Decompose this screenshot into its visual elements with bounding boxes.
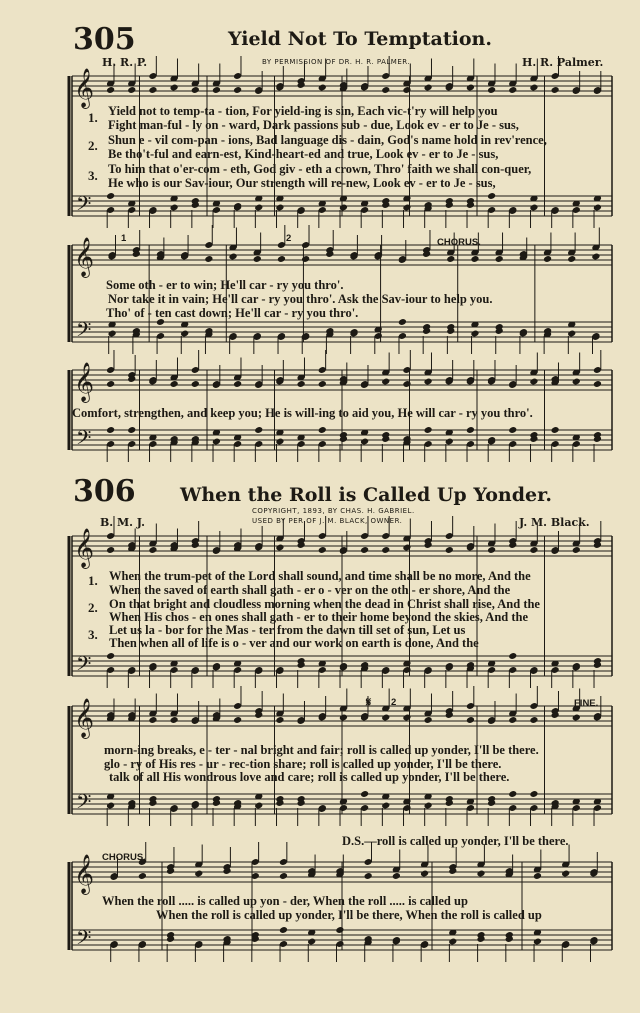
copyright-note: COPYRIGHT, 1893, BY CHAS. H. GABRIEL. <box>252 507 415 515</box>
note-head <box>466 84 475 92</box>
note-head <box>424 378 433 386</box>
verse-line: To him that o'er-com - eth, God giv - eth a crown, Thro' faith we shall con-quer, <box>108 162 532 176</box>
note-head <box>170 380 179 388</box>
note-head <box>253 255 262 263</box>
note-head <box>572 546 581 554</box>
note-head <box>487 546 496 554</box>
note-head <box>508 426 517 434</box>
verse-number: 3. <box>88 168 98 183</box>
note-head <box>402 714 411 722</box>
note-head <box>127 86 136 94</box>
note-head <box>381 378 390 386</box>
chorus-line: When the roll is called up yonder, I'll be there, When the roll is called up <box>156 908 542 922</box>
note-head <box>297 380 306 388</box>
bass-clef: 𝄢 <box>76 318 92 346</box>
note-head <box>543 255 552 263</box>
verse-number: 3. <box>88 627 98 642</box>
segno-sign: 𝄋 <box>366 695 372 709</box>
note-head <box>529 84 538 92</box>
note-head <box>424 716 433 724</box>
note-head <box>127 426 136 434</box>
words-credit: B. M. J. <box>100 516 145 529</box>
note-head <box>229 253 238 261</box>
note-head <box>106 86 115 94</box>
note-head <box>106 192 115 200</box>
note-head <box>106 652 115 660</box>
hymn-title: When the Roll is Called Up Yonder. <box>180 484 552 506</box>
bass-clef: 𝄢 <box>76 192 92 220</box>
words-credit: H. R. P. <box>102 56 148 69</box>
note-head <box>148 546 157 554</box>
usage-note: USED BY PER OF J. M. BLACK, OWNER. <box>252 517 403 525</box>
note-head <box>529 790 538 798</box>
chorus-line: When the roll ..... is called up yon - der, When the roll ..... is called up <box>102 894 468 908</box>
verse-line: Fight man-ful - ly on - ward, Dark passions sub - due, Look ev - er to Je - sus, <box>108 118 519 132</box>
verse-line: Let us la - bor for the Mas - ter from the dawn till set of sun, Let us <box>109 623 466 637</box>
note-head <box>420 870 429 878</box>
verse-line: He who is our Sav-iour, Our strength will re-new, Look ev - er to Je - sus, <box>108 176 496 190</box>
ending-2-label: 2 <box>391 697 397 708</box>
note-head <box>402 544 411 552</box>
note-head <box>360 546 369 554</box>
note-head <box>148 86 157 94</box>
note-head <box>508 716 517 724</box>
verse-line: Shun e - vil com-pan - ions, Bad language dis - dain, God's name hold in rev'rence, <box>108 133 547 147</box>
note-head <box>233 716 242 724</box>
permission-note: BY PERMISSION OF DR. H. R. PALMER. <box>262 58 411 66</box>
note-head <box>279 872 288 880</box>
note-head <box>318 84 327 92</box>
note-head <box>191 86 200 94</box>
verse-line: glo - ry of His res - ur - rec-tion share; roll is called up yonder, I'll be there. <box>104 757 502 771</box>
note-head <box>138 872 147 880</box>
note-head <box>424 84 433 92</box>
note-head <box>398 318 407 326</box>
note-head <box>212 86 221 94</box>
note-head <box>487 86 496 94</box>
note-head <box>277 255 286 263</box>
note-head <box>495 255 504 263</box>
treble-clef: 𝄞 <box>74 698 95 738</box>
bass-clef: 𝄢 <box>76 926 92 954</box>
verse-number: 2. <box>88 600 98 615</box>
verse-line: When the trum-pet of the Lord shall sound, and time shall be no more, And the <box>109 569 531 583</box>
treble-clef: 𝄞 <box>74 237 95 277</box>
note-head <box>466 426 475 434</box>
note-head <box>561 870 570 878</box>
note-head <box>279 926 288 934</box>
note-head <box>233 380 242 388</box>
note-head <box>487 192 496 200</box>
note-head <box>170 84 179 92</box>
note-head <box>335 926 344 934</box>
bass-clef: 𝄢 <box>76 426 92 454</box>
note-head <box>233 86 242 94</box>
note-head <box>529 716 538 724</box>
note-head <box>508 652 517 660</box>
treble-clef: 𝄞 <box>74 854 95 894</box>
verse-line: Some oth - er to win; He'll car - ry you thro'. <box>106 278 344 292</box>
note-head <box>275 544 284 552</box>
note-head <box>381 546 390 554</box>
verse-line: Nor take it in vain; He'll car - ry you thro'. Ask the Sav-iour to help you. <box>108 292 493 306</box>
note-head <box>106 380 115 388</box>
chorus-label: CHORUS. <box>437 237 481 248</box>
note-head <box>445 546 454 554</box>
note-head <box>364 872 373 880</box>
note-head <box>529 546 538 554</box>
note-head <box>402 86 411 94</box>
bass-clef: 𝄢 <box>76 652 92 680</box>
ending-1-label: 1 <box>121 233 127 244</box>
note-head <box>567 255 576 263</box>
chorus-label: CHORUS. <box>102 852 146 863</box>
treble-clef: 𝄞 <box>74 528 95 568</box>
note-head <box>533 872 542 880</box>
note-head <box>402 380 411 388</box>
verse-number: 2. <box>88 138 98 153</box>
verse-line: When His chos - en ones shall gath - er to their home beyond the skies, And the <box>109 610 529 624</box>
note-head <box>339 714 348 722</box>
note-head <box>476 870 485 878</box>
verse-line: On that bright and cloudless morning when the dead in Christ shall rise, And the <box>109 597 540 611</box>
verse-line: morn-ing breaks, e - ter - nal bright and fair; roll is called up yonder, I'll be there. <box>104 743 539 757</box>
note-head <box>318 426 327 434</box>
verse-line: Be tho't-ful and earn-est, Kind-heart-ed and true, Look ev - er to Je - sus, <box>108 147 499 161</box>
note-head <box>466 716 475 724</box>
note-head <box>381 714 390 722</box>
note-head <box>106 546 115 554</box>
ds-direction: D.S.—roll is called up yonder, I'll be there. <box>342 834 569 848</box>
note-head <box>360 790 369 798</box>
treble-clef: 𝄞 <box>74 68 95 108</box>
note-head <box>551 426 560 434</box>
verse-line: Yield not to temp-ta - tion, For yield-ing is sin, Each vic-t'ry will help you <box>108 104 498 118</box>
note-head <box>392 872 401 880</box>
note-head <box>106 426 115 434</box>
bass-clef: 𝄢 <box>76 790 92 818</box>
note-head <box>301 255 310 263</box>
note-head <box>508 86 517 94</box>
note-head <box>551 86 560 94</box>
verse-line: talk of all His wondrous love and care; roll is called up yonder, I'll be there. <box>109 770 510 784</box>
verse-number: 1. <box>88 573 98 588</box>
verse-line: Tho' of - ten cast down; He'll car - ry you thro'. <box>106 306 359 320</box>
verse-line: Then when all of life is o - ver and our work on earth is done, And the <box>109 636 479 650</box>
note-head <box>194 870 203 878</box>
note-head <box>148 716 157 724</box>
verse-line: Comfort, strengthen, and keep you; He is will-ing to aid you, He will car - ry you thro'. <box>72 406 533 420</box>
note-head <box>572 714 581 722</box>
note-head <box>191 380 200 388</box>
hymn-number: 306 <box>73 474 136 509</box>
fine-label: FINE. <box>574 698 599 709</box>
verse-line: When the saved of earth shall gath - er o - ver on the oth - er shore, And the <box>109 583 511 597</box>
treble-clef: 𝄞 <box>74 362 95 402</box>
note-head <box>470 255 479 263</box>
ending-2-label: 2 <box>286 233 292 244</box>
note-head <box>572 378 581 386</box>
hymn-title: Yield Not To Temptation. <box>228 28 492 50</box>
note-head <box>204 255 213 263</box>
note-head <box>529 378 538 386</box>
note-head <box>593 380 602 388</box>
note-head <box>254 426 263 434</box>
note-head <box>275 716 284 724</box>
note-head <box>446 255 455 263</box>
music-credit: H. R. Palmer. <box>522 56 604 69</box>
note-head <box>508 790 517 798</box>
note-head <box>381 86 390 94</box>
music-credit: J. M. Black. <box>519 516 590 529</box>
note-head <box>318 380 327 388</box>
verse-number: 1. <box>88 110 98 125</box>
note-head <box>170 716 179 724</box>
hymn-number: 305 <box>73 22 136 57</box>
note-head <box>318 546 327 554</box>
note-head <box>424 426 433 434</box>
note-head <box>591 253 600 261</box>
